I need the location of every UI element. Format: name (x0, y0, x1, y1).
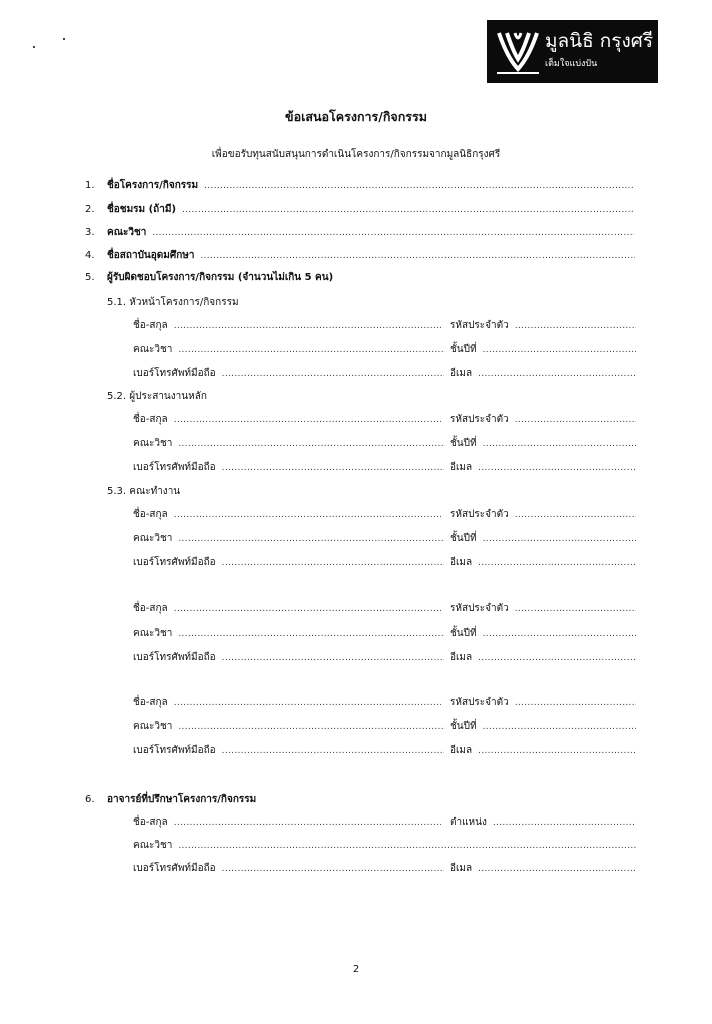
field-email (450, 460, 636, 476)
fill-line[interactable] (478, 366, 636, 382)
field-student-id (450, 507, 636, 523)
field-phone (133, 555, 444, 571)
logo-name: มูลนิธิ กรุงศรี (545, 30, 654, 52)
fill-line[interactable] (222, 460, 444, 476)
field-position (450, 815, 636, 831)
field-student-id (450, 601, 636, 617)
field-label: ชื่อ-สกุล (133, 414, 168, 425)
field-email (450, 861, 636, 877)
field-label: อีเมล (450, 745, 473, 756)
item-label: ผู้รับผิดชอบโครงการ/กิจกรรม (จำนวนไม่เกิน 5 คน) (107, 272, 334, 283)
item-number: 1. (85, 180, 95, 191)
fill-line[interactable] (174, 815, 441, 831)
field-faculty (133, 531, 445, 547)
fill-line[interactable] (483, 531, 636, 547)
field-email (450, 555, 636, 571)
fill-line[interactable] (222, 650, 444, 666)
document-title: ข้อเสนอโครงการ/กิจกรรม (285, 109, 427, 124)
fill-line[interactable] (478, 650, 636, 666)
fill-line[interactable] (515, 695, 636, 711)
field-institution (85, 248, 635, 264)
logo-tagline: เต็มใจแบ่งปัน (545, 59, 598, 69)
item-number: 3. (85, 227, 95, 238)
field-label: เบอร์โทรศัพท์มือถือ (133, 368, 216, 379)
fill-line[interactable] (178, 436, 445, 452)
field-label: ชั้นปีที่ (450, 344, 477, 355)
field-student-id (450, 695, 636, 711)
item-label: อาจารย์ที่ปรึกษาโครงการ/กิจกรรม (107, 794, 257, 805)
fill-line[interactable] (222, 366, 444, 382)
fill-line[interactable] (515, 601, 636, 617)
item-label: ชื่อชมรม (ถ้ามี) (107, 204, 177, 215)
field-label: รหัสประจำตัว (450, 320, 509, 331)
fill-line[interactable] (478, 743, 636, 759)
field-year (450, 719, 636, 735)
field-label: ชื่อ-สกุล (133, 817, 168, 828)
fill-line[interactable] (515, 507, 636, 523)
fill-line[interactable] (174, 601, 441, 617)
section-main-coordinator (107, 389, 407, 405)
fill-line[interactable] (515, 318, 636, 334)
page-number: 2 (352, 964, 360, 975)
section-label: 5.1. หัวหน้าโครงการ/กิจกรรม (107, 297, 239, 308)
fill-line[interactable] (222, 743, 444, 759)
field-club-name (85, 202, 633, 218)
heading-responsible-persons (85, 270, 485, 286)
field-year (450, 531, 636, 547)
field-label: คณะวิชา (133, 840, 173, 851)
field-name (133, 412, 441, 428)
field-email (450, 366, 636, 382)
field-label: ชื่อ-สกุล (133, 697, 168, 708)
fill-line[interactable] (178, 626, 445, 642)
scan-speck (33, 46, 35, 48)
field-name (133, 601, 441, 617)
item-number: 5. (85, 272, 95, 283)
krungsri-foundation-logo (487, 20, 658, 83)
field-name (133, 318, 441, 334)
item-label: ชื่อโครงการ/กิจกรรม (107, 180, 199, 191)
field-label: ตำแหน่ง (450, 817, 487, 828)
document-subtitle: เพื่อขอรับทุนสนับสนุนการดำเนินโครงการ/กิจกรรมจากมูลนิธิกรุงศรี (211, 149, 501, 160)
section-working-team (107, 484, 407, 500)
krungsri-emblem-icon (495, 27, 541, 75)
field-label: รหัสประจำตัว (450, 697, 509, 708)
fill-line[interactable] (152, 225, 634, 241)
field-label: อีเมล (450, 368, 473, 379)
fill-line[interactable] (222, 861, 444, 877)
fill-line[interactable] (178, 531, 445, 547)
fill-line[interactable] (200, 248, 635, 264)
field-label: เบอร์โทรศัพท์มือถือ (133, 745, 216, 756)
field-label: เบอร์โทรศัพท์มือถือ (133, 557, 216, 568)
fill-line[interactable] (174, 695, 441, 711)
section-label: 5.3. คณะทำงาน (107, 486, 181, 497)
field-project-name (85, 178, 635, 194)
fill-line[interactable] (483, 342, 636, 358)
field-student-id (450, 318, 636, 334)
fill-line[interactable] (483, 436, 636, 452)
field-label: คณะวิชา (133, 721, 173, 732)
item-number: 4. (85, 250, 95, 261)
fill-line[interactable] (182, 202, 633, 218)
field-email (450, 743, 636, 759)
field-label: รหัสประจำตัว (450, 509, 509, 520)
fill-line[interactable] (493, 815, 636, 831)
fill-line[interactable] (204, 178, 635, 194)
field-label: คณะวิชา (133, 438, 173, 449)
field-student-id (450, 412, 636, 428)
field-phone (133, 460, 444, 476)
field-name (133, 815, 441, 831)
fill-line[interactable] (174, 412, 441, 428)
field-label: ชั้นปีที่ (450, 438, 477, 449)
field-phone (133, 861, 444, 877)
field-label: รหัสประจำตัว (450, 414, 509, 425)
field-label: อีเมล (450, 557, 473, 568)
fill-line[interactable] (178, 719, 445, 735)
field-year (450, 626, 636, 642)
field-faculty (133, 719, 445, 735)
field-label: อีเมล (450, 863, 473, 874)
fill-line[interactable] (515, 412, 636, 428)
field-label: ชั้นปีที่ (450, 628, 477, 639)
fill-line[interactable] (478, 460, 636, 476)
fill-line[interactable] (478, 555, 636, 571)
field-label: ชื่อ-สกุล (133, 320, 168, 331)
item-label: คณะวิชา (107, 227, 147, 238)
field-label: คณะวิชา (133, 344, 173, 355)
field-faculty (133, 436, 445, 452)
fill-line[interactable] (478, 861, 636, 877)
field-label: เบอร์โทรศัพท์มือถือ (133, 652, 216, 663)
fill-line[interactable] (483, 719, 636, 735)
field-year (450, 436, 636, 452)
item-number: 6. (85, 794, 95, 805)
field-label: เบอร์โทรศัพท์มือถือ (133, 462, 216, 473)
field-label: คณะวิชา (133, 533, 173, 544)
field-name (133, 507, 441, 523)
field-label: รหัสประจำตัว (450, 603, 509, 614)
fill-line[interactable] (174, 507, 441, 523)
field-label: อีเมล (450, 652, 473, 663)
field-phone (133, 366, 444, 382)
fill-line[interactable] (178, 342, 445, 358)
item-label: ชื่อสถาบันอุดมศึกษา (107, 250, 195, 261)
field-label: อีเมล (450, 462, 473, 473)
fill-line[interactable] (483, 626, 636, 642)
field-faculty (133, 342, 445, 358)
field-label: ชั้นปีที่ (450, 721, 477, 732)
field-year (450, 342, 636, 358)
field-label: คณะวิชา (133, 628, 173, 639)
scan-speck (63, 38, 65, 40)
field-phone (133, 650, 444, 666)
field-name (133, 695, 441, 711)
field-email (450, 650, 636, 666)
field-label: ชื่อ-สกุล (133, 509, 168, 520)
field-label: เบอร์โทรศัพท์มือถือ (133, 863, 216, 874)
field-faculty (85, 225, 634, 241)
field-phone (133, 743, 444, 759)
field-label: ชื่อ-สกุล (133, 603, 168, 614)
field-label: ชั้นปีที่ (450, 533, 477, 544)
field-faculty (133, 838, 636, 854)
section-project-leader (107, 295, 407, 311)
fill-line[interactable] (222, 555, 444, 571)
fill-line[interactable] (178, 838, 636, 854)
section-label: 5.2. ผู้ประสานงานหลัก (107, 391, 207, 402)
field-faculty (133, 626, 445, 642)
heading-project-advisor (85, 792, 485, 808)
fill-line[interactable] (174, 318, 441, 334)
item-number: 2. (85, 204, 95, 215)
